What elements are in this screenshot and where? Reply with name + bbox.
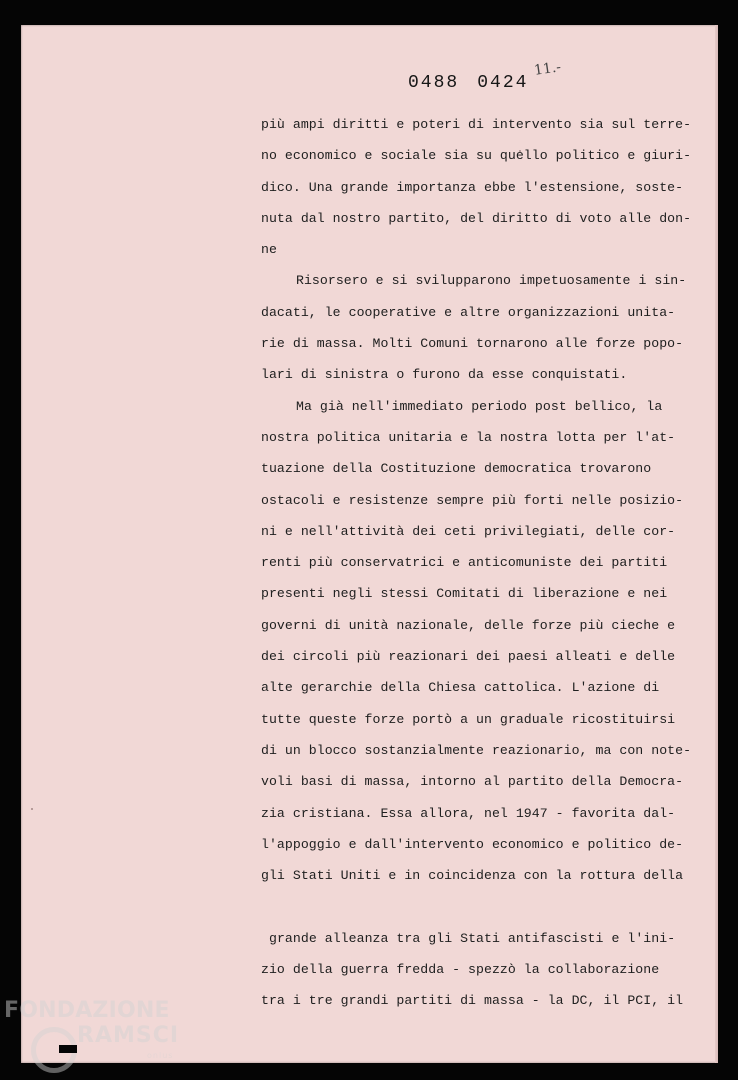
text-line-26: grande alleanza tra gli Stati antifascisti e l'ini- — [269, 930, 676, 946]
text-line-24: l'appoggio e dall'intervento economico e politico de- — [261, 836, 684, 852]
text-line-11: nostra politica unitaria e la nostra lotta per l'at- — [261, 429, 676, 445]
archive-number — [408, 73, 528, 93]
handwritten-note: 11.- — [533, 59, 562, 79]
watermark-subtitle: RAMSCI — [77, 1023, 180, 1048]
archive-number-right: 0424 — [477, 73, 529, 93]
text-line-16: presenti negli stessi Comitati di liberazione e nei — [261, 586, 668, 602]
text-line-5: ne — [261, 242, 277, 258]
archive-number-left: 0488 — [408, 73, 460, 93]
text-line-3: dico. Una grande importanza ebbe l'estensione, soste- — [261, 179, 684, 195]
text-line-19: alte gerarchie della Chiesa cattolica. L'azione di — [261, 680, 660, 696]
text-line-23: zia cristiana. Essa allora, nel 1947 - favorita dal- — [261, 805, 676, 821]
typed-text-block — [261, 109, 692, 1017]
watermark-title: FONDAZIONE — [4, 998, 170, 1023]
text-line-7: dacati, le cooperative e altre organizzazioni unita- — [261, 304, 676, 320]
text-line-14: ni e nell'attività dei ceti privilegiati, delle cor- — [261, 523, 676, 539]
paper-speck — [519, 150, 521, 152]
text-line-18: dei circoli più reazionari dei paesi alleati e delle — [261, 649, 676, 665]
document-page — [21, 25, 718, 1063]
text-line-13: ostacoli e resistenze sempre più forti nelle posizio- — [261, 492, 684, 508]
text-line-27: zio della guerra fredda - spezzò la collaborazione — [261, 962, 660, 978]
text-line-17: governi di unità nazionale, delle forze più cieche e — [261, 617, 676, 633]
text-line-21: di un blocco sostanzialmente reazionario, ma con note- — [261, 742, 692, 758]
watermark-onlus: onlus — [147, 1051, 174, 1060]
text-line-10: Ma già nell'immediato periodo post bellico, la — [296, 398, 663, 414]
text-line-6: Risorsero e si svilupparono impetuosamente i sin- — [296, 273, 687, 289]
text-line-1: più ampi diritti e poteri di intervento sia sul terre- — [261, 117, 692, 132]
text-line-28: tra i tre grandi partiti di massa - la DC, il PCI, il — [261, 993, 684, 1009]
text-line-2: no economico e sociale sia su quello politico e giuri- — [261, 148, 692, 164]
paper-speck — [31, 808, 33, 810]
text-line-25: gli Stati Uniti e in coincidenza con la rottura della — [261, 868, 684, 884]
text-line-9: lari di sinistra o furono da esse conquistati. — [261, 367, 628, 383]
text-line-12: tuazione della Costituzione democratica trovarono — [261, 461, 652, 477]
text-line-22: voli basi di massa, intorno al partito della Democra- — [261, 774, 684, 790]
text-line-20: tutte queste forze portò a un graduale ricostituirsi — [261, 711, 676, 727]
line-gap — [261, 891, 641, 922]
text-line-8: rie di massa. Molti Comuni tornarono alle forze popo- — [261, 336, 684, 352]
text-line-4: nuta dal nostro partito, del diritto di voto alle don- — [261, 210, 692, 226]
text-line-15: renti più conservatrici e anticomuniste dei partiti — [261, 555, 668, 571]
